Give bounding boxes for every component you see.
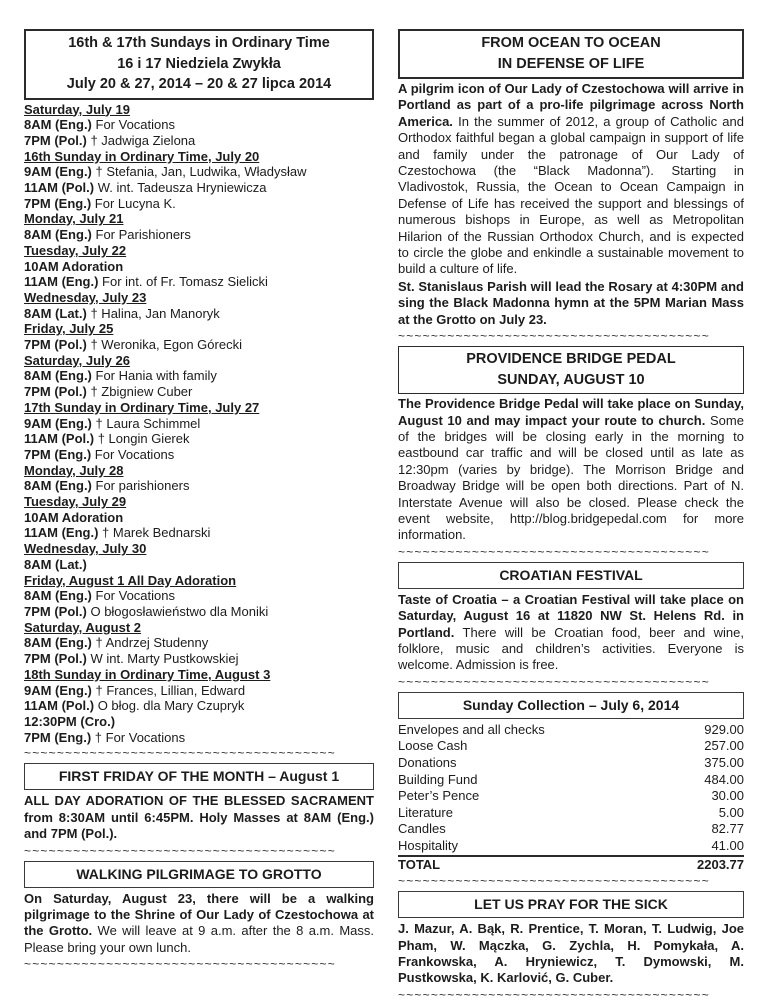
- bridge-pedal-text: [398, 396, 744, 544]
- mass-time-label: 8AM (Eng.): [24, 368, 92, 384]
- mass-time-label: 7PM (Pol.): [24, 651, 87, 667]
- mass-intention-text: † Andrzej Studenny: [95, 635, 209, 651]
- pray-for-sick-text: [398, 921, 744, 987]
- mass-time-label: 8AM (Eng.): [24, 227, 92, 243]
- mass-time-label: 8AM (Eng.): [24, 117, 92, 133]
- ocean-to-ocean-paragraph-2: [398, 279, 744, 328]
- masthead-title-line-2: 16 i 17 Niedziela Zwykła: [117, 55, 281, 72]
- schedule-mass-entry: [24, 588, 374, 604]
- mass-intention-text: For Vocations: [95, 588, 176, 604]
- mass-time-label: 7PM (Pol.): [24, 337, 87, 353]
- mass-intention-text: † Zbigniew Cuber: [90, 384, 193, 400]
- mass-intention-text: † Longin Gierek: [97, 431, 190, 447]
- bridge-pedal-header: [398, 346, 744, 394]
- schedule-mass-entry: [24, 557, 374, 573]
- mass-time-label: 11AM (Pol.): [24, 698, 95, 714]
- mass-time-label: 7PM (Eng.): [24, 195, 92, 211]
- pray-for-sick-names: J. Mazur, A. Bąk, R. Prentice, T. Moran, T. Ludwig, Joe Pham, W. Mączka, G. Zychla, H. Pomykała, A. Frankowska, A. Hryniewicz, T. Dymowski, M. Pustkowska, K. Karlović, G. Cuber.: [398, 921, 744, 986]
- schedule-day-header: 16th Sunday in Ordinary Time, July 20: [24, 148, 260, 164]
- mass-time-label: 9AM (Eng.): [24, 415, 92, 431]
- collection-row-label: Hospitality: [398, 837, 458, 853]
- schedule-mass-entry: [24, 447, 374, 463]
- mass-time-label: 9AM (Eng.): [24, 164, 92, 180]
- mass-intention-text: For Parishioners: [95, 227, 191, 243]
- schedule-mass-entry: [24, 416, 374, 432]
- schedule-mass-entry: [24, 259, 374, 275]
- croatian-festival-regular-text: There will be Croatian food, beer and wine, folklore, music and children’s activities. Everyone is welcome. Admission is free.: [398, 624, 744, 673]
- collection-row-amount: 929.00: [704, 721, 744, 737]
- collection-row-amount: 257.00: [704, 738, 744, 754]
- schedule-mass-entry: [24, 227, 374, 243]
- pray-for-sick-header: [398, 891, 744, 918]
- collection-row-label: Candles: [398, 821, 446, 837]
- tilde-separator: ~~~~~~~~~~~~~~~~~~~~~~~~~~~~~~~~~~~~~~: [24, 957, 336, 972]
- schedule-mass-entry: [24, 133, 374, 149]
- schedule-mass-entry: [24, 368, 374, 384]
- collection-row-amount: 375.00: [704, 754, 744, 770]
- collection-row: [398, 805, 744, 822]
- schedule-mass-entry: [24, 478, 374, 494]
- schedule-mass-entry: [24, 431, 374, 447]
- ocean-to-ocean-bold-text: A pilgrim icon of Our Lady of Czestochowa will arrive in Portland as part of a pro-life pilgrimage across North America.: [398, 81, 744, 129]
- mass-intention-text: † Halina, Jan Manoryk: [90, 305, 220, 321]
- tilde-separator: ~~~~~~~~~~~~~~~~~~~~~~~~~~~~~~~~~~~~~~: [398, 987, 710, 1002]
- mass-intention-text: † Stefania, Jan, Ludwika, Władysław: [95, 164, 307, 180]
- schedule-mass-entry: [24, 306, 374, 322]
- schedule-mass-entry: [24, 730, 374, 746]
- masthead-title-line-1: 16th & 17th Sundays in Ordinary Time: [68, 35, 330, 51]
- schedule-mass-entry: [24, 683, 374, 699]
- tilde-separator: ~~~~~~~~~~~~~~~~~~~~~~~~~~~~~~~~~~~~~~: [24, 746, 336, 761]
- mass-intention-text: O błogosławieństwo dla Moniki: [90, 604, 269, 619]
- announcements-column: [398, 29, 744, 1005]
- collection-row-label: Envelopes and all checks: [398, 721, 545, 737]
- mass-intention-text: W int. Marty Pustkowskiej: [90, 651, 239, 667]
- tilde-separator: ~~~~~~~~~~~~~~~~~~~~~~~~~~~~~~~~~~~~~~: [398, 874, 710, 889]
- collection-row-label: Literature: [398, 804, 453, 820]
- croatian-festival-bold-text: Taste of Croatia – a Croatian Festival will take place on Saturday, August 16 at 11820 NW St. Helens Rd. in Portland.: [398, 591, 744, 640]
- collection-total-label: TOTAL: [398, 856, 441, 872]
- bridge-pedal-title-line-1: PROVIDENCE BRIDGE PEDAL: [466, 351, 676, 368]
- mass-intention-text: † Weronika, Egon Górecki: [90, 337, 242, 353]
- bridge-pedal-regular-text: Some of the bridges will be closing early in the morning to eastbound car traffic and will be closed until as late as 12:30pm (varies by bridge). The Morrison Bridge and Broadway Bridge will be open both directions. Part of N. Interstate Avenue will also be closed. Please check the event website, http://blog.bridgepedal.com for more information.: [398, 412, 744, 543]
- mass-time-label: 11AM (Pol.): [24, 431, 95, 447]
- schedule-day-header: Friday, August 1 All Day Adoration: [24, 572, 237, 588]
- ocean-to-ocean-title-line-2: IN DEFENSE OF LIFE: [497, 55, 645, 72]
- collection-row-amount: 41.00: [711, 837, 744, 853]
- bridge-pedal-bold-text: The Providence Bridge Pedal will take place on Sunday, August 10 and may impact your route to church.: [398, 396, 744, 428]
- sunday-collection-header: [398, 692, 744, 719]
- mass-time-label: 8AM (Eng.): [24, 635, 92, 651]
- first-friday-bold-text: ALL DAY ADORATION OF THE BLESSED SACRAMENT from 8:30AM until 6:45PM. Holy Masses at 8AM (Eng.) and 7PM (Pol.).: [24, 793, 374, 842]
- ocean-to-ocean-rosary-text: St. Stanislaus Parish will lead the Rosary at 4:30PM and sing the Black Madonna hymn at the 5PM Marian Mass at the Grotto on July 23.: [398, 278, 744, 327]
- collection-row: [398, 722, 744, 739]
- first-friday-text: [24, 793, 374, 842]
- walking-pilgrimage-bold-text: On Saturday, August 23, there will be a walking pilgrimage to the Shrine of Our Lady of Czestochowa at the Grotto.: [24, 890, 374, 939]
- collection-total-row: [398, 857, 744, 874]
- mass-intention-text: For Vocations: [95, 117, 176, 133]
- schedule-mass-entry: [24, 117, 374, 133]
- tilde-separator: ~~~~~~~~~~~~~~~~~~~~~~~~~~~~~~~~~~~~~~: [398, 674, 710, 689]
- croatian-festival-header: [398, 562, 744, 589]
- schedule-mass-entry: [24, 196, 374, 212]
- mass-intention-text: † Laura Schimmel: [95, 415, 201, 431]
- sunday-collection-title: Sunday Collection – July 6, 2014: [462, 696, 680, 713]
- schedule-day-header: Tuesday, July 22: [24, 242, 127, 258]
- mass-time-label: 8AM (Lat.): [24, 305, 87, 321]
- collection-row-label: Building Fund: [398, 771, 478, 787]
- croatian-festival-text: [398, 592, 744, 674]
- ocean-to-ocean-paragraph-1: [398, 81, 744, 278]
- mass-time-label: 7PM (Eng.): [24, 446, 92, 462]
- collection-row: [398, 838, 744, 857]
- schedule-mass-entry: [24, 164, 374, 180]
- tilde-separator: ~~~~~~~~~~~~~~~~~~~~~~~~~~~~~~~~~~~~~~: [398, 544, 710, 559]
- mass-time-label: 10AM Adoration: [24, 509, 124, 525]
- schedule-mass-entry: [24, 698, 374, 714]
- walking-pilgrimage-title: WALKING PILGRIMAGE TO GROTTO: [76, 865, 322, 882]
- schedule-day-header: Tuesday, July 29: [24, 494, 127, 510]
- schedule-mass-entry: [24, 635, 374, 651]
- walking-pilgrimage-header: [24, 861, 374, 888]
- collection-table: [398, 722, 744, 857]
- schedule-mass-entry: [24, 510, 374, 526]
- schedule-day-header: Wednesday, July 23: [24, 289, 147, 305]
- croatian-festival-title: CROATIAN FESTIVAL: [499, 566, 643, 583]
- schedule-day-header: Monday, July 28: [24, 462, 124, 478]
- mass-intention-text: † Frances, Lillian, Edward: [95, 682, 246, 698]
- collection-row: [398, 772, 744, 789]
- collection-row-amount: 484.00: [704, 771, 744, 787]
- ocean-to-ocean-title-line-1: FROM OCEAN TO OCEAN: [481, 35, 661, 51]
- mass-intention-text: † For Vocations: [94, 729, 186, 745]
- mass-time-label: 8AM (Lat.): [24, 556, 87, 572]
- schedule-day-header: 17th Sunday in Ordinary Time, July 27: [24, 399, 260, 415]
- bridge-pedal-title-line-2: SUNDAY, AUGUST 10: [497, 371, 645, 388]
- mass-time-label: 7PM (Pol.): [24, 384, 87, 400]
- schedule-day-header: 18th Sunday in Ordinary Time, August 3: [24, 666, 271, 682]
- schedule-day-header: Saturday, July 26: [24, 352, 130, 368]
- schedule-day-header: Monday, July 21: [24, 211, 124, 227]
- collection-row-label: Loose Cash: [398, 738, 468, 754]
- collection-row: [398, 788, 744, 805]
- mass-time-label: 8AM (Eng.): [24, 478, 92, 494]
- mass-intention-text: For int. of Fr. Tomasz Sielicki: [102, 274, 268, 290]
- mass-time-label: 10AM Adoration: [24, 258, 124, 274]
- schedule-mass-entry: [24, 714, 374, 730]
- mass-time-label: 7PM (Pol.): [24, 604, 87, 619]
- schedule-mass-entry: [24, 604, 374, 620]
- masthead-title-line-3: July 20 & 27, 2014 – 20 & 27 lipca 2014: [66, 76, 332, 92]
- masthead: [24, 29, 374, 100]
- tilde-separator: ~~~~~~~~~~~~~~~~~~~~~~~~~~~~~~~~~~~~~~: [24, 843, 336, 858]
- mass-time-label: 11AM (Eng.): [24, 274, 99, 290]
- collection-row-label: Donations: [398, 754, 457, 770]
- tilde-separator: ~~~~~~~~~~~~~~~~~~~~~~~~~~~~~~~~~~~~~~: [398, 329, 710, 344]
- ocean-to-ocean-regular-text: In the summer of 2012, a group of Catholic and Orthodox faithful began a global campaign in support of life and family under the patronage of Our Lady of Czestochowa (the “Black Madonna”). Starting in Vladivostok, Russia, the Ocean to Ocean Campaign in Defense of Life has received the support and blessings of numerous bishops in Europe, as well as Metropolitan Hilarion of the Russian Orthodox Church, and is expected to circle the globe and enkindle a sustainable movement to build a culture of life.: [398, 113, 744, 277]
- schedule-mass-entry: [24, 384, 374, 400]
- mass-intention-text: O błog. dla Mary Czupryk: [97, 698, 245, 714]
- schedule-day-header: Friday, July 25: [24, 321, 114, 337]
- collection-row-amount: 30.00: [711, 788, 744, 804]
- collection-total-amount: 2203.77: [697, 856, 744, 872]
- mass-time-label: 8AM (Eng.): [24, 588, 92, 604]
- mass-intention-text: † Marek Bednarski: [102, 525, 211, 541]
- ocean-to-ocean-header: [398, 29, 744, 79]
- mass-time-label: 7PM (Eng.): [24, 729, 92, 745]
- mass-schedule-column: [24, 29, 374, 1005]
- schedule-day-header: Saturday, July 19: [24, 101, 130, 117]
- first-friday-header: [24, 763, 374, 790]
- collection-row: [398, 755, 744, 772]
- mass-intention-text: For Lucyna K.: [94, 195, 176, 211]
- mass-time-label: 11AM (Pol.): [24, 180, 95, 196]
- first-friday-title: FIRST FRIDAY OF THE MONTH – August 1: [58, 768, 340, 785]
- mass-time-label: 9AM (Eng.): [24, 682, 92, 698]
- mass-intention-text: For Hania with family: [95, 368, 217, 384]
- collection-row-amount: 5.00: [718, 804, 744, 820]
- mass-intention-text: For parishioners: [95, 478, 190, 494]
- schedule-mass-entry: [24, 337, 374, 353]
- schedule-mass-entry: [24, 651, 374, 667]
- mass-intention-text: W. int. Tadeusza Hryniewicza: [97, 180, 267, 196]
- mass-intention-text: For Vocations: [94, 446, 175, 462]
- walking-pilgrimage-regular-text: We will leave at 9 a.m. after the 8 a.m. Mass. Please bring your own lunch.: [24, 923, 374, 955]
- schedule-mass-entry: [24, 525, 374, 541]
- collection-row: [398, 821, 744, 838]
- collection-row-amount: 82.77: [711, 821, 744, 837]
- mass-schedule-list: [24, 102, 374, 746]
- collection-row: [398, 738, 744, 755]
- collection-row-label: Peter’s Pence: [398, 788, 480, 804]
- mass-time-label: 7PM (Pol.): [24, 132, 87, 148]
- walking-pilgrimage-text: [24, 891, 374, 957]
- mass-time-label: 11AM (Eng.): [24, 525, 99, 541]
- mass-intention-text: † Jadwiga Zielona: [90, 132, 196, 148]
- pray-for-sick-title: LET US PRAY FOR THE SICK: [474, 896, 668, 913]
- schedule-mass-entry: [24, 274, 374, 290]
- schedule-mass-entry: [24, 180, 374, 196]
- schedule-day-header: Saturday, August 2: [24, 619, 142, 635]
- schedule-day-header: Wednesday, July 30: [24, 541, 147, 557]
- mass-time-label: 12:30PM (Cro.): [24, 713, 116, 729]
